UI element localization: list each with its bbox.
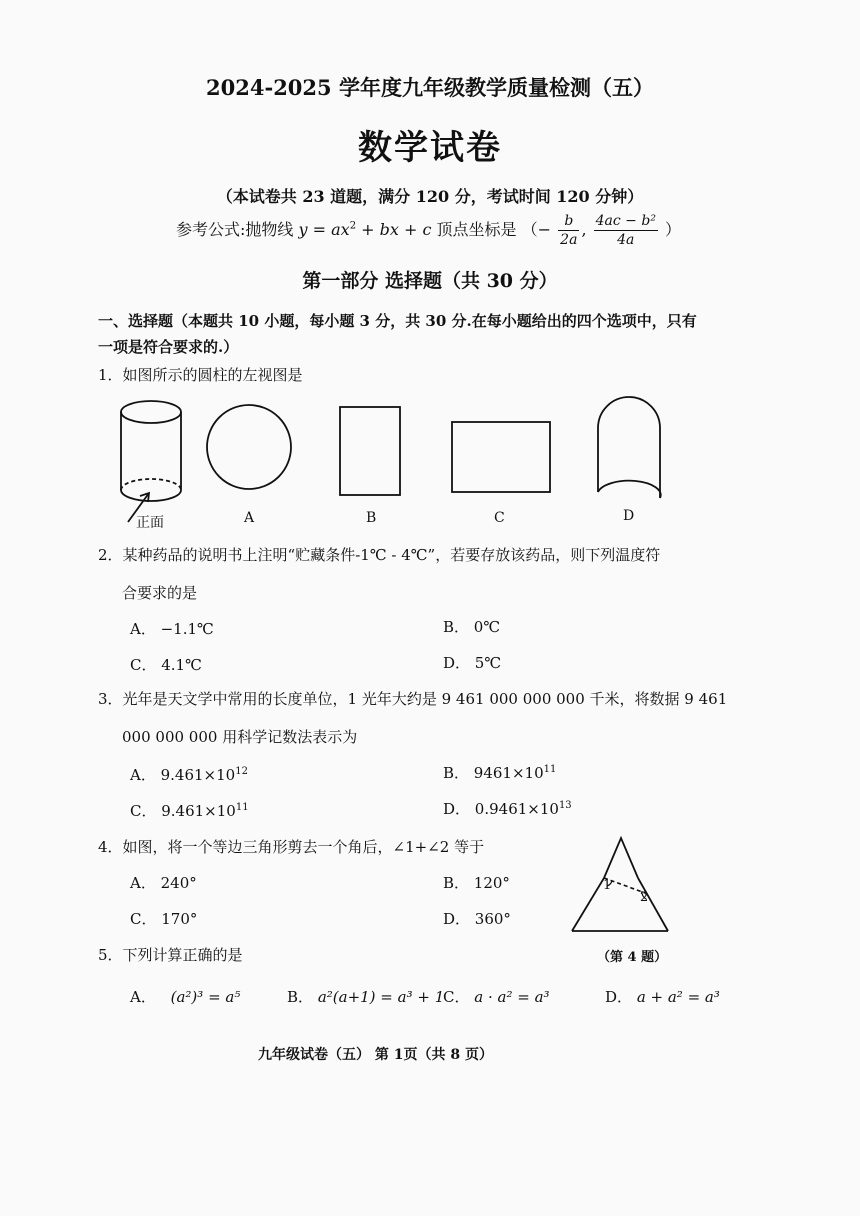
formula-equation-exp: 2 <box>349 220 357 232</box>
q1-label-d: D <box>623 508 635 524</box>
q1-label-c: C <box>494 510 505 526</box>
section-intro-line1: 一、选择题（本题共 10 小题，每小题 3 分，共 30 分.在每小题给出的四个选项中，只有 <box>98 312 697 330</box>
q5-option-a <box>130 986 240 1007</box>
q3-option-c-base: C． 9.461×10 <box>130 802 236 820</box>
q5-option-b-expr: a²(a+1) = a³ + 1 <box>317 988 445 1006</box>
frac2-numerator: 4ac − b² <box>595 213 656 229</box>
option-b-rectangle <box>340 407 400 495</box>
q3-option-d-exp: 13 <box>558 800 572 811</box>
q3-stem-line1: 3．光年是天文学中常用的长度单位，1 光年大约是 9 461 000 000 000 千米，将数据 9 461 <box>98 690 728 708</box>
q2-option-d: D． 5℃ <box>443 654 502 672</box>
frac1-denominator: 2a <box>560 232 578 248</box>
vertex-y-fraction <box>594 212 658 249</box>
q5-option-c-label: C． <box>443 988 470 1006</box>
paper-title: 数学试卷 <box>358 128 502 168</box>
q5-option-c-expr: a · a² = a³ <box>474 988 550 1006</box>
q5-option-b <box>287 986 444 1007</box>
q1-label-a: A <box>244 510 255 526</box>
q3-option-d <box>443 798 572 819</box>
option-a-circle <box>207 405 291 489</box>
q2-option-a: A． −1.1℃ <box>130 620 214 638</box>
q2-option-b: B． 0℃ <box>443 618 501 636</box>
exam-info: （本试卷共 23 道题，满分 120 分，考试时间 120 分钟） <box>216 187 644 206</box>
formula-equation-rest: + bx + c <box>356 220 432 239</box>
q1-stem: 1．如图所示的圆柱的左视图是 <box>98 366 303 384</box>
q3-option-b-exp: 11 <box>543 764 557 775</box>
q4-option-a: A． 240° <box>130 874 197 892</box>
q2-option-c: C． 4.1℃ <box>130 656 202 674</box>
exam-title: 2024-2025 学年度九年级教学质量检测（五） <box>206 75 654 100</box>
q2-stem-line1: 2．某种药品的说明书上注明“贮藏条件-1℃ - 4℃”，若要存放该药品，则下列温度符 <box>98 546 661 564</box>
q3-option-b-base: B． 9461×10 <box>443 764 544 782</box>
q4-stem: 4．如图，将一个等边三角形剪去一个角后，∠1+∠2 等于 <box>98 838 485 856</box>
q4-angle1-label: 1 <box>603 878 612 893</box>
q5-option-a-label: A． <box>130 988 156 1006</box>
q3-option-a-base: A． 9.461×10 <box>130 766 236 784</box>
vertex-x-fraction <box>558 212 579 249</box>
page-footer: 九年级试卷（五） 第 1页（共 8 页） <box>258 1047 493 1063</box>
q4-angle2-label: 2 <box>640 890 649 905</box>
q4-triangle-figure <box>566 836 676 936</box>
q3-option-c <box>130 800 249 821</box>
front-label: 正面 <box>136 515 164 531</box>
formula-close-paren: ） <box>665 220 682 239</box>
q5-stem: 5．下列计算正确的是 <box>98 946 243 964</box>
q5-option-d <box>605 986 720 1007</box>
section-heading: 第一部分 选择题（共 30 分） <box>302 270 558 292</box>
section-intro-line2: 一项是符合要求的.） <box>98 338 239 356</box>
q3-option-c-exp: 11 <box>235 802 249 813</box>
q5-option-d-label: D． <box>605 988 633 1006</box>
q3-option-b <box>443 762 556 783</box>
formula-suffix: 顶点坐标是 <box>436 220 517 239</box>
option-d-curved-shape <box>598 397 661 498</box>
formula-open-paren: （− <box>521 220 552 239</box>
q2-stem-line2: 合要求的是 <box>122 584 198 602</box>
q3-option-a <box>130 764 248 785</box>
q1-label-b: B <box>366 510 377 526</box>
formula-prefix: 参考公式:抛物线 <box>176 220 294 239</box>
q4-caption: （第 4 题） <box>597 950 668 965</box>
frac1-numerator: b <box>558 212 579 231</box>
q3-stem-line2: 000 000 000 用科学记数法表示为 <box>122 728 358 746</box>
option-c-rectangle <box>452 422 550 492</box>
reference-formula <box>176 212 681 249</box>
q1-figures <box>100 390 700 535</box>
cylinder-figure <box>121 401 181 522</box>
q5-option-c <box>443 986 550 1007</box>
formula-comma: , <box>581 220 587 239</box>
q3-option-a-exp: 12 <box>235 766 248 777</box>
q4-option-c: C． 170° <box>130 910 198 928</box>
q3-option-d-base: D． 0.9461×10 <box>443 800 559 818</box>
frac2-denominator: 4a <box>617 232 635 248</box>
q4-option-b: B． 120° <box>443 874 510 892</box>
q5-option-b-label: B． <box>287 988 314 1006</box>
q5-option-a-expr: (a²)³ = a⁵ <box>170 988 241 1006</box>
q4-option-d: D． 360° <box>443 910 511 928</box>
q5-option-d-expr: a + a² = a³ <box>636 988 720 1006</box>
formula-equation-lhs: y = ax <box>298 220 350 239</box>
